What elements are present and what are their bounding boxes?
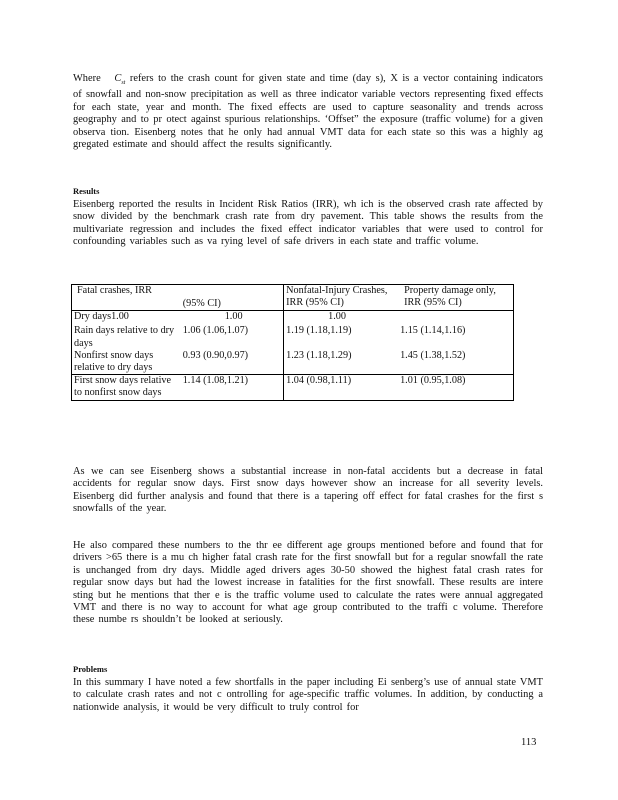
row-fatal-value: 1.14 (1.08,1.21) bbox=[181, 375, 284, 400]
row-property-value bbox=[392, 311, 513, 324]
header-fatal: Fatal crashes, IRR bbox=[72, 285, 181, 311]
table-row bbox=[72, 323, 514, 349]
row-label: First snow days relative to nonfirst snow days bbox=[72, 375, 181, 400]
paragraph-problems: In this summary I have noted a few shortfalls in the paper including Ei senberg’s use of annual state VMT to calculate crash rates and not c ontrolling for age-specific traffic volumes. In addition, by conducting a nationwide analysis, it would be very difficult to truly control for bbox=[73, 677, 543, 713]
table-row bbox=[72, 350, 514, 375]
row-nonfatal-value: 1.04 (0.98,1.11) bbox=[284, 375, 392, 400]
row-property-value: 1.45 (1.38,1.52) bbox=[392, 350, 513, 375]
page-number: 113 bbox=[521, 737, 537, 748]
row-fatal-value: 1.06 (1.06,1.07) bbox=[181, 323, 284, 349]
results-table bbox=[71, 284, 514, 401]
paragraph-results: Eisenberg reported the results in Incident Risk Ratios (IRR), wh ich is the observed crash rate affected by snow divided by the benchmark crash rate from dry pavement. This table shows the results from the multivariate regression and includes the fixed effect indicator variables that were used to control for confounding variables such as va rying level of safe drivers in each state and traffic volume. bbox=[73, 199, 543, 248]
table-row bbox=[72, 311, 514, 324]
paragraph-age-groups: He also compared these numbers to the thr ee different age groups mentioned before and found that for drivers >65 there is a mu ch higher fatal crash rate for the first snowfall but for a regular snowfall the rate is unchanged from dry days. Middle aged drivers ages 30-50 showed the highest fatal crash rates for regular snow days but had the lowest increase in fatalities for the first snowfall. These results are intere sting but he mentions that ther e is the traffic volume used to calculate the rates were annual aggregated VMT and there is no way to account for what age group contributed to the traffi c volume. Therefore these numbe rs shouldn’t be looked at seriously. bbox=[73, 540, 543, 626]
crash-count-variable: $C_{st}$ bbox=[114, 73, 126, 87]
row-fatal-value: 1.00 bbox=[181, 311, 284, 324]
results-heading: Results bbox=[73, 186, 100, 196]
para1-body: refers to the crash count for given state and time (day s), X is a vector containing indicators of snowfall and non-snow precipitation as well as three indicator variable vectors representing fixed effects for each state, year and month. The fixed effects are used to capture seasonality and trends across geography and to pr otect against spurious relationships. ‘Offset” the exposure (traffic volume) for a given observa tion. Eisenberg notes that he only had annual VMT data for each state so this was a highly ag gregated estimate and should affect the results significantly. bbox=[73, 73, 543, 151]
para1-lead: Where bbox=[73, 73, 101, 84]
header-property: Property damage only, IRR (95% CI) bbox=[392, 285, 513, 311]
paragraph-discussion: As we can see Eisenberg shows a substantial increase in non-fatal accidents but a decrease in fatal accidents for regular snow days. First snow days however show an increase for all severity levels. Eisenberg did further analysis and found that there is a tapering off effect for fatal crashes for the first s snowfalls of the year. bbox=[73, 466, 543, 515]
row-label: Dry days1.00 bbox=[72, 311, 181, 324]
table-header-row bbox=[72, 285, 514, 311]
table-row bbox=[72, 375, 514, 400]
row-property-value: 1.01 (0.95,1.08) bbox=[392, 375, 513, 400]
row-nonfatal-value: 1.00 bbox=[284, 311, 392, 324]
row-nonfatal-value: 1.23 (1.18,1.29) bbox=[286, 349, 352, 361]
row-nonfatal-value: 1.19 (1.18,1.19) bbox=[286, 325, 352, 337]
header-nonfatal: Nonfatal-Injury Crashes, IRR (95% CI) bbox=[284, 285, 392, 311]
row-property-value: 1.15 (1.14,1.16) bbox=[392, 323, 513, 349]
paragraph-model-description bbox=[73, 73, 543, 152]
row-label: Rain days relative to dry days bbox=[72, 323, 181, 349]
problems-heading: Problems bbox=[73, 664, 108, 674]
header-ci: (95% CI) bbox=[181, 285, 284, 311]
row-label: Nonfirst snow days relative to dry days bbox=[72, 350, 181, 375]
row-fatal-value: 0.93 (0.90,0.97) bbox=[181, 350, 284, 375]
